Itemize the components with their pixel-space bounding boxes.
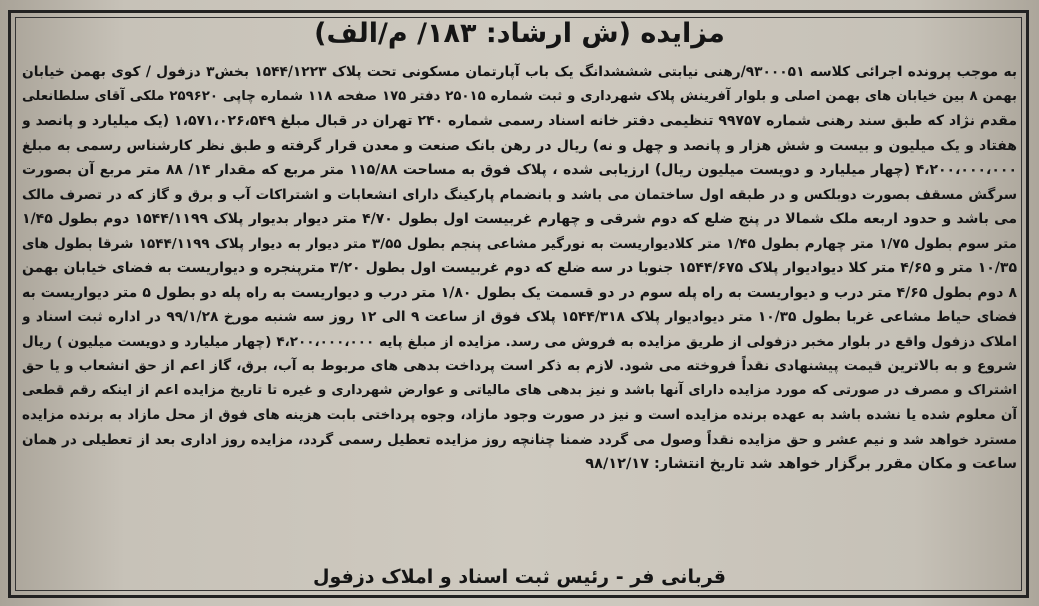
notice-line: ساعت و مکان مقرر برگزار خواهد شد تاریخ انتشار: ۹۸/۱۲/۱۷ bbox=[585, 456, 1017, 472]
notice-line: بهمن ۸ بین خیابان های بهمن اصلی و بلوار آفرینش پلاک شهرداری و ثبت شماره ۲۵۰۱۵ دفتر ۱۷۵ صفحه ۱۱۸ شماره چاپی ۲۵۹۶۲۰ ملکی آقای سلطانعلی bbox=[22, 88, 1017, 104]
notice-line: شروع و به بالاترین قیمت پیشنهادی نقداً فروخته می شود. لازم به ذکر است پرداخت بدهی های مربوط به آب، برق، گاز اعم از حق انشعاب و یا حق bbox=[22, 358, 1017, 374]
notice-line: سرگش مسقف بصورت دوبلکس و در طبقه اول ساختمان می باشد و بانضمام پارکینگ دارای انشعابات و اشتراکات آب و برق و گاز که در تصرف مالک bbox=[22, 186, 1017, 203]
notice-line: می باشد و حدود اربعه ملک شمالا در پنج ضلع که دوم شرقی و چهارم غربیست اول بطول ۴/۷۰ متر دیوار بدیوار پلاک ۱۵۴۴/۱۱۹۹ دوم بطول ۱/۴۵ bbox=[22, 211, 1017, 227]
notice-line: هفتاد و یک میلیون و بیست و شش هزار و پانصد و چهل و نه) ریال در رهن بانک صنعت و معدن قرار گرفته و طبق نظر کارشناس رسمی به مبلغ bbox=[22, 137, 1017, 154]
notice-line: آن معلوم شده یا نشده باشد به عهده برنده مزایده است و نیز در صورت وجود مازاد، وجوه پرداختی بابت هزینه های فوق از محل مازاد به برنده مزایده bbox=[22, 407, 1017, 423]
notice-line: متر سوم بطول ۱/۷۵ متر چهارم بطول ۱/۴۵ متر کلادیواریست به نورگیر مشاعی پنجم بطول ۳/۵۵ متر دیوار به دیوار پلاک ۱۵۴۴/۱۱۹۹ شرقا بطول های bbox=[22, 235, 1017, 252]
notice-line: املاک دزفول واقع در بلوار مخبر دزفولی از طریق مزایده به فروش می رسد. مزایده از مبلغ پایه ۴،۲۰۰،۰۰۰،۰۰۰ (چهار میلیارد و دویست میلیون ) ریال bbox=[22, 333, 1017, 350]
notice-line: فضای حیاط مشاعی غربا بطول ۱۰/۳۵ متر دیوادیوار پلاک ۱۵۴۴/۳۱۸ پلاک فوق از ساعت ۹ الی ۱۲ روز سه شنبه مورخ ۹۹/۱/۲۸ در اداره ثبت اسناد و bbox=[22, 309, 1017, 325]
notice-line: ۴،۲۰۰،۰۰۰،۰۰۰ (چهار میلیارد و دویست میلیون ریال) ارزیابی شده ، پلاک فوق به مساحت ۱۱۵/۸۸ متر مربع که مقدار ۱۴/ ۸۸ متر مربع آن بصورت bbox=[22, 162, 1017, 178]
notice-title: مزایده (ش ارشاد: ۱۸۳/ م/الف) bbox=[314, 18, 725, 49]
notice-line: مسترد خواهد شد و نیم عشر و حق مزایده نقداً وصول می گردد ضمنا چنانچه روز مزایده تعطیل رسمی گردد، مزایده روز اداری بعد از تعطیلی در همان bbox=[22, 431, 1017, 448]
notice-line: مقدم نژاد که طبق سند رهنی شماره ۹۹۷۵۷ تنظیمی دفتر خانه اسناد رسمی شماره ۲۴۰ تهران در قبال مبلغ ۱،۵۷۱،۰۲۶،۵۴۹ (یک میلیارد و پانصد و bbox=[22, 113, 1017, 129]
notice-line: ۱۰/۳۵ متر و ۴/۶۵ متر کلا دیوادیوار پلاک ۱۵۴۴/۶۷۵ جنوبا در سه ضلع که دوم غربیست اول بطول ۳/۲۰ مترپنجره و دیواریست به فضای خیابان بهمن bbox=[22, 260, 1017, 276]
notice-body bbox=[22, 60, 1017, 477]
notice-line: اشتراک و مصرف در صورتی که مورد مزایده دارای آنها باشد و نیز بدهی های مالیاتی و عوارض شهرداری و غیره تا تاریخ مزایده اعم از اینکه رقم قطعی bbox=[22, 382, 1017, 398]
notice-signature: قربانی فر - رئیس ثبت اسناد و املاک دزفول bbox=[313, 566, 726, 588]
notice-line: ۸ دوم بطول ۴/۶۵ متر درب و دیواریست به راه پله سوم در دو قسمت یک بطول ۱/۸۰ متر درب و دیواریست به راه پله دو بطول ۵ متر دیواریست به bbox=[22, 284, 1017, 301]
notice-line: به موجب پرونده اجرائی کلاسه ۹۳۰۰۰۵۱/رهنی نیابتی شششدانگ یک باب آپارتمان مسکونی تحت پلاک ۱۵۴۴/۱۲۲۳ بخش۳ دزفول / کوی بهمن خیابان bbox=[22, 64, 1017, 80]
